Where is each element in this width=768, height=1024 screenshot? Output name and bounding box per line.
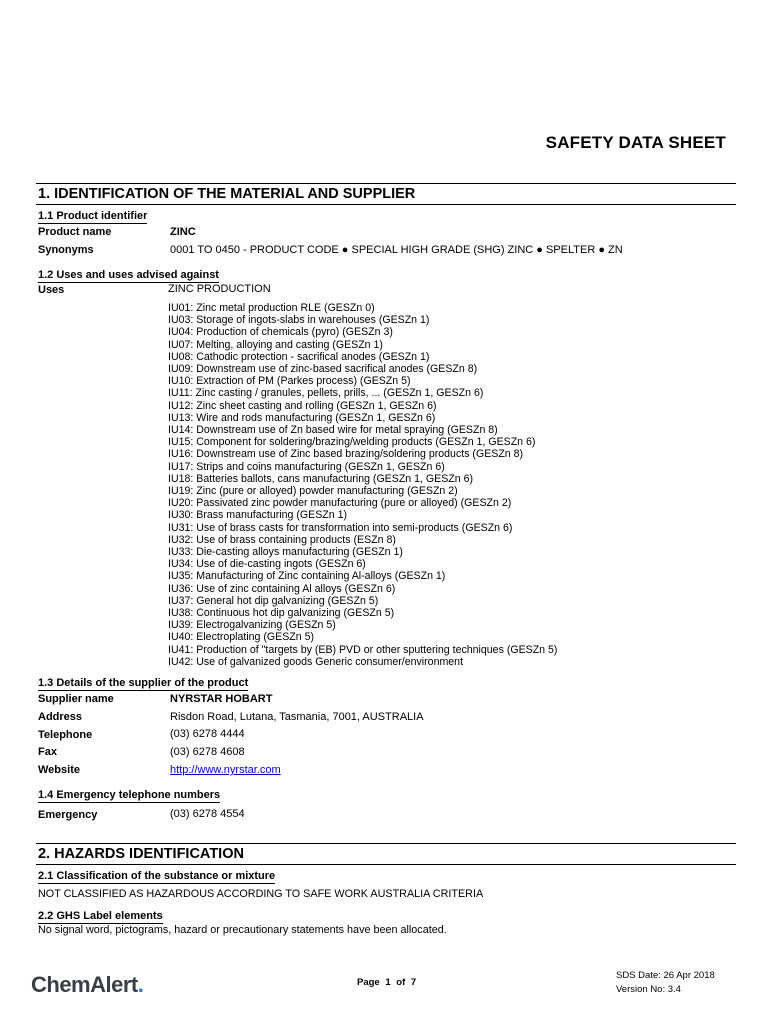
uses-list-item: IU34: Use of die-casting ingots (GESZn 6) <box>168 558 366 571</box>
label-elements-text: No signal word, pictograms, hazard or precautionary statements have been allocated. <box>38 924 447 936</box>
supplier-name-label: Supplier name <box>38 693 114 705</box>
supplier-name-value: NYRSTAR HOBART <box>170 693 273 705</box>
uses-list-item: IU19: Zinc (pure or alloyed) powder manufacturing (GESZn 2) <box>168 485 458 498</box>
uses-list-item: IU20: Passivated zinc powder manufacturing (pure or alloyed) (GESZn 2) <box>168 497 512 510</box>
sds-date: SDS Date: 26 Apr 2018 <box>616 970 715 981</box>
uses-list-item: IU14: Downstream use of Zn based wire for metal spraying (GESZn 8) <box>168 424 498 437</box>
website-link[interactable]: http://www.nyrstar.com <box>170 764 281 776</box>
website-label: Website <box>38 764 80 776</box>
uses-list-item: IU32: Use of brass containing products (ESZn 8) <box>168 533 396 546</box>
uses-list-item: IU09: Downstream use of zinc-based sacrifical anodes (GESZn 8) <box>168 363 478 376</box>
uses-list-item: IU11: Zinc casting / granules, pellets, prills, ... (GESZn 1, GESZn 6) <box>168 387 484 400</box>
uses-list-item: IU38: Continuous hot dip galvanizing (GESZn 5) <box>168 607 395 620</box>
uses-list-item: IU35: Manufacturing of Zinc containing Al-alloys (GESZn 1) <box>168 570 446 583</box>
uses-list-item: IU10: Extraction of PM (Parkes process) (GESZn 5) <box>168 375 411 388</box>
address-label: Address <box>38 711 83 723</box>
uses-list-item: IU08: Cathodic protection - sacrifical anodes (GESZn 1) <box>168 350 430 363</box>
uses-label: Uses <box>38 284 65 296</box>
uses-list <box>168 302 557 668</box>
emergency-heading: 1.4 Emergency telephone numbers <box>38 789 221 801</box>
section1-title: 1. IDENTIFICATION OF THE MATERIAL AND SUPPLIER <box>38 186 416 202</box>
section2-title: 2. HAZARDS IDENTIFICATION <box>38 846 244 862</box>
emergency-value: (03) 6278 4554 <box>170 808 245 820</box>
section2-bottom-rule <box>36 864 736 865</box>
uses-list-item: IU42: Use of galvanized goods Generic consumer/environment <box>168 655 464 668</box>
section1-top-rule <box>36 183 736 184</box>
telephone-value: (03) 6278 4444 <box>170 728 245 740</box>
emergency-label: Emergency <box>38 809 98 821</box>
uses-list-item: IU36: Use of zinc containing Al alloys (GESZn 6) <box>168 582 396 595</box>
section1-bottom-rule <box>36 204 736 205</box>
fax-label: Fax <box>38 746 57 758</box>
supplier-heading: 1.3 Details of the supplier of the product <box>38 677 249 689</box>
uses-list-item: IU03: Storage of ingots-slabs in warehouses (GESZn 1) <box>168 314 430 327</box>
uses-list-item: IU33: Die-casting alloys manufacturing (GESZn 1) <box>168 546 403 559</box>
section2-top-rule <box>36 843 736 844</box>
uses-list-item: IU17: Strips and coins manufacturing (GESZn 1, GESZn 6) <box>168 460 445 473</box>
fax-value: (03) 6278 4608 <box>170 746 245 758</box>
uses-list-item: IU37: General hot dip galvanizing (GESZn 5) <box>168 594 379 607</box>
uses-list-item: IU04: Production of chemicals (pyro) (GESZn 3) <box>168 326 393 339</box>
product-name-label: Product name <box>38 226 112 238</box>
document-title: SAFETY DATA SHEET <box>545 133 726 152</box>
uses-heading: 1.2 Uses and uses advised against <box>38 269 219 281</box>
uses-list-item: IU16: Downstream use of Zinc based brazing/soldering products (GESZn 8) <box>168 448 524 461</box>
logo-text-dark: Chem <box>31 972 91 997</box>
uses-list-item: IU13: Wire and rods manufacturing (GESZn 1, GESZn 6) <box>168 411 436 424</box>
uses-list-item: IU40: Electroplating (GESZn 5) <box>168 631 315 644</box>
address-value: Risdon Road, Lutana, Tasmania, 7001, AUSTRALIA <box>170 711 424 723</box>
version-number: Version No: 3.4 <box>616 984 681 995</box>
page-number: Page 1 of 7 <box>357 977 417 988</box>
logo-text-light: Alert <box>90 972 138 997</box>
uses-list-item: IU39: Electrogalvanizing (GESZn 5) <box>168 619 336 632</box>
logo-dot: . <box>137 972 144 997</box>
classification-heading: 2.1 Classification of the substance or mixture <box>38 870 276 882</box>
chemalert-logo <box>31 969 181 999</box>
product-name-value: ZINC <box>170 226 196 238</box>
classification-text: NOT CLASSIFIED AS HAZARDOUS ACCORDING TO SAFE WORK AUSTRALIA CRITERIA <box>38 888 484 900</box>
footer-meta <box>616 969 715 997</box>
uses-list-item: IU30: Brass manufacturing (GESZn 1) <box>168 509 347 522</box>
uses-list-item: IU31: Use of brass casts for transformation into semi-products (GESZn 6) <box>168 521 513 534</box>
product-identifier-heading: 1.1 Product identifier <box>38 210 148 222</box>
label-elements-heading: 2.2 GHS Label elements <box>38 910 163 922</box>
uses-list-item: IU12: Zinc sheet casting and rolling (GESZn 1, GESZn 6) <box>168 399 437 412</box>
uses-list-item: IU18: Batteries ballots, cans manufacturing (GESZn 1, GESZn 6) <box>168 472 473 485</box>
uses-list-item: IU07: Melting, alloying and casting (GESZn 1) <box>168 338 383 351</box>
uses-list-item: IU01: Zinc metal production RLE (GESZn 0) <box>168 302 375 314</box>
uses-list-item: IU41: Production of "targets by (EB) PVD or other sputtering techniques (GESZn 5) <box>168 643 558 656</box>
svg-text:ChemAlert. <box>31 972 143 997</box>
telephone-label: Telephone <box>38 729 93 741</box>
synonyms-label: Synonyms <box>38 244 94 256</box>
uses-first-value: ZINC PRODUCTION <box>168 283 271 295</box>
synonyms-value: 0001 TO 0450 - PRODUCT CODE ● SPECIAL HIGH GRADE (SHG) ZINC ● SPELTER ● ZN <box>170 244 623 256</box>
uses-list-item: IU15: Component for soldering/brazing/welding products (GESZn 1, GESZn 6) <box>168 436 536 449</box>
